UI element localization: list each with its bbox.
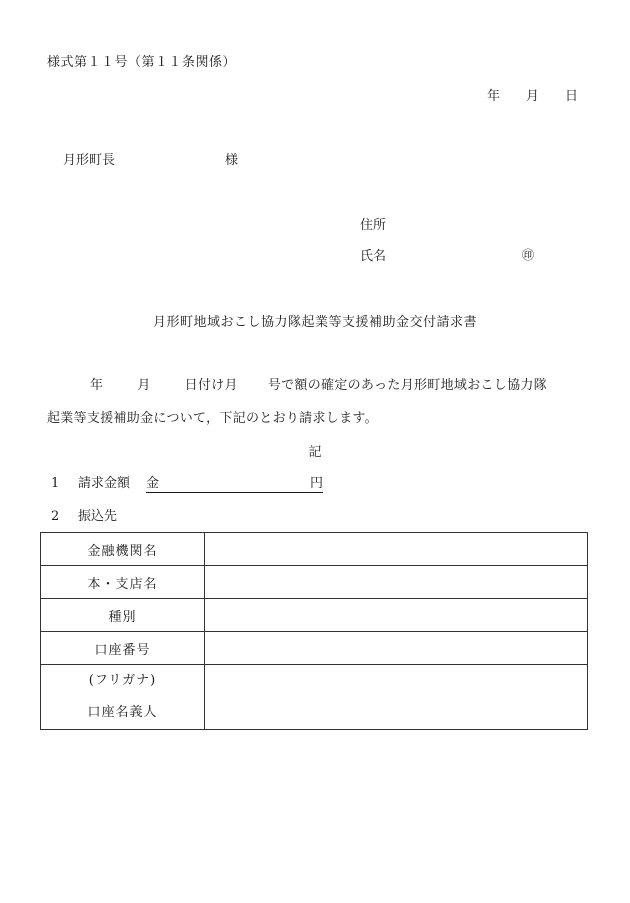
bank-name-field[interactable] (205, 533, 588, 566)
account-type-field[interactable] (205, 599, 588, 632)
furigana-label: (フリガナ) (88, 673, 157, 688)
item-claim-amount (51, 477, 323, 493)
amount-suffix: 円 (310, 476, 324, 491)
item2-label: 振込先 (78, 509, 118, 524)
name-label: 氏名 (360, 249, 387, 264)
account-holder-label-cell (41, 665, 205, 730)
body-line-1 (47, 379, 547, 392)
amount-prefix: 金 (146, 476, 160, 491)
branch-name-label: 本・支店名 (41, 566, 205, 599)
date-month-label: 月 (525, 89, 539, 104)
item-transfer-destination (51, 510, 117, 523)
body-dated-month: 日付け月 (184, 378, 238, 393)
table-row (41, 632, 588, 665)
addressee-name: 月形町長 (63, 153, 116, 168)
date-day-label: 日 (564, 89, 578, 104)
account-holder-field[interactable] (205, 665, 588, 730)
date-year-label: 年 (486, 89, 500, 104)
amount-field[interactable] (146, 477, 323, 493)
item1-number: 1 (51, 476, 60, 491)
date-line (487, 90, 578, 103)
body-number-text: 号で額の確定のあった月形町地域おこし協力隊 (267, 378, 547, 393)
bank-name-label: 金融機関名 (41, 533, 205, 566)
account-holder-label: 口座名義人 (87, 705, 158, 720)
table-row (41, 533, 588, 566)
account-number-field[interactable] (205, 632, 588, 665)
item1-label: 請求金額 (78, 476, 131, 491)
account-number-label: 口座番号 (41, 632, 205, 665)
bank-table (40, 532, 588, 730)
branch-name-field[interactable] (205, 566, 588, 599)
body-year: 年 (90, 378, 104, 393)
table-row (41, 665, 588, 730)
item2-number: 2 (51, 509, 60, 524)
table-row (41, 599, 588, 632)
document-title: 月形町地域おこし協力隊起業等支援補助金交付請求書 (152, 315, 477, 330)
seal-mark: ㊞ (522, 248, 535, 262)
table-row (41, 566, 588, 599)
body-line-2: 起業等支援補助金について，下記のとおり請求します。 (47, 411, 378, 426)
account-type-label: 種別 (41, 599, 205, 632)
form-number: 様式第１１号（第１１条関係） (47, 55, 237, 70)
addressee-honorific: 様 (225, 153, 239, 168)
ki-heading: 記 (308, 445, 322, 460)
body-month: 月 (137, 378, 151, 393)
address-label: 住所 (360, 218, 387, 233)
